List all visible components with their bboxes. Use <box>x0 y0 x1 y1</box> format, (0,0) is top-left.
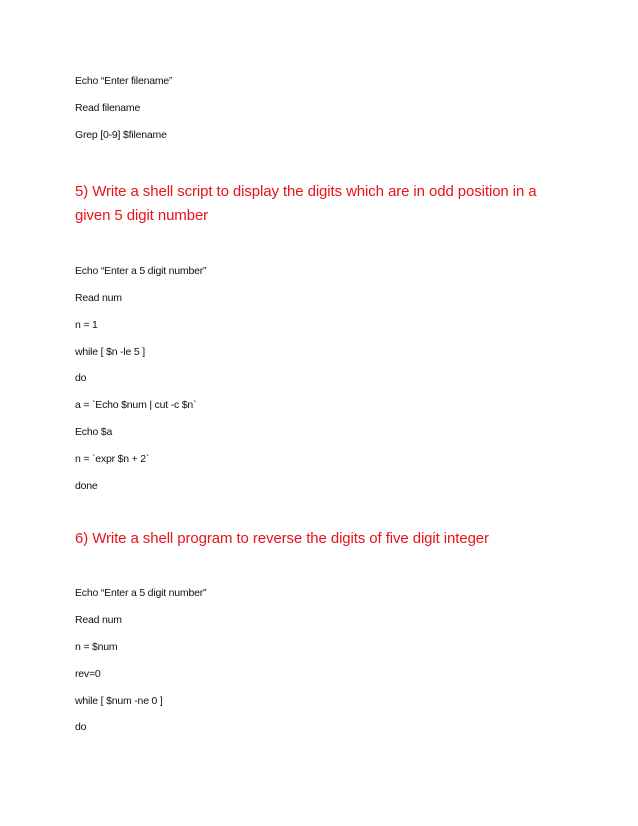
question-5-heading-line1: 5) Write a shell script to display the digits which are in odd position in a <box>75 183 537 200</box>
q5-code-line-8: n = `expr $n + 2` <box>75 453 150 465</box>
q6-code-line-3: n = $num <box>75 641 118 653</box>
q6-code-line-5: while [ $num -ne 0 ] <box>75 695 163 707</box>
code-line-echo-filename: Echo “Enter filename” <box>75 75 173 87</box>
q5-code-line-6: a = `Echo $num | cut -c $n` <box>75 399 197 411</box>
q6-code-line-6: do <box>75 721 87 733</box>
question-5-heading-line2: given 5 digit number <box>75 207 209 224</box>
code-line-grep: Grep [0-9] $filename <box>75 129 167 141</box>
question-5-heading <box>75 180 575 228</box>
q5-code-line-3: n = 1 <box>75 319 98 331</box>
q5-code-line-2: Read num <box>75 292 122 304</box>
q5-code-line-4: while [ $n -le 5 ] <box>75 346 145 358</box>
question-6-heading: 6) Write a shell program to reverse the digits of five digit integer <box>75 530 489 547</box>
q5-code-line-9: done <box>75 480 98 492</box>
q5-code-line-5: do <box>75 372 87 384</box>
q5-code-line-7: Echo $a <box>75 426 113 438</box>
q6-code-line-1: Echo “Enter a 5 digit number” <box>75 587 207 599</box>
code-line-read-filename: Read filename <box>75 102 141 114</box>
q6-code-line-2: Read num <box>75 614 122 626</box>
q6-code-line-4: rev=0 <box>75 668 101 680</box>
q5-code-line-1: Echo “Enter a 5 digit number” <box>75 265 207 277</box>
